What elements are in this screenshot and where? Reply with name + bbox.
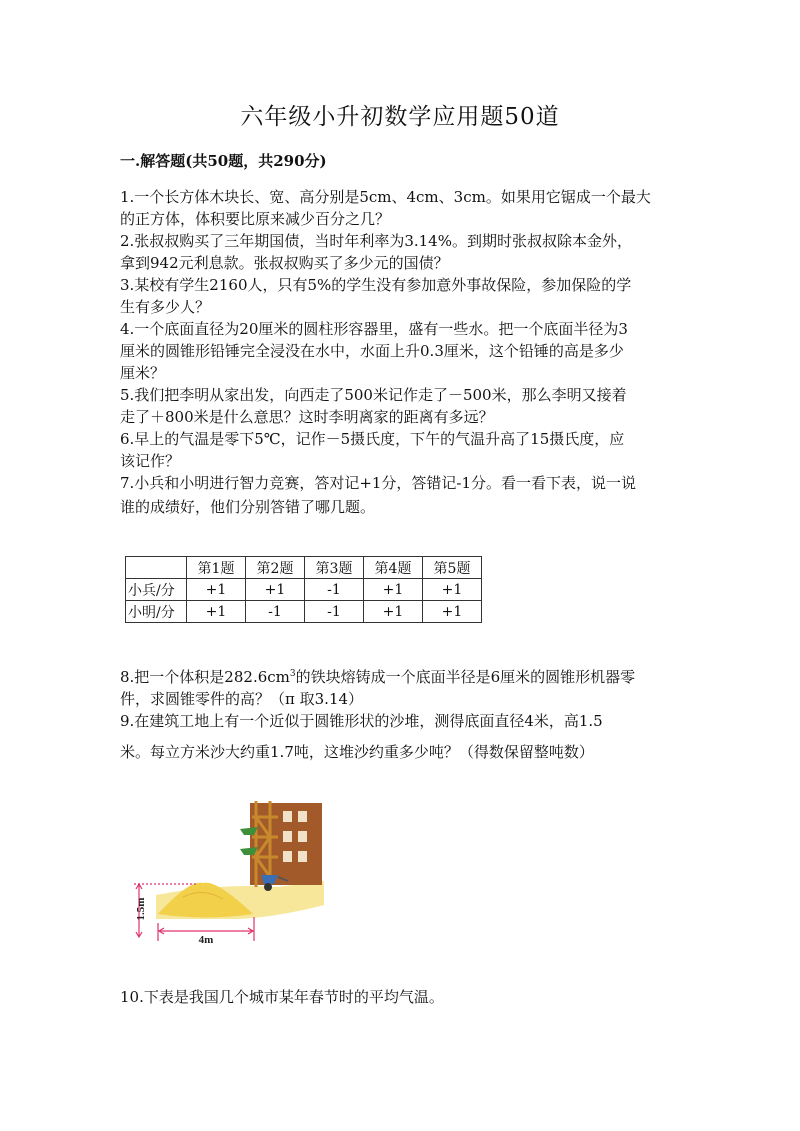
table-cell: +1 — [423, 601, 482, 623]
question-6-line-1: 6.早上的气温是零下5℃，记作－5摄氏度，下午的气温升高了15摄氏度，应 — [120, 430, 625, 448]
table-cell: +1 — [187, 579, 246, 601]
table-header-cell: 第1题 — [187, 557, 246, 579]
question-7-line-2: 谁的成绩好，他们分别答错了哪几题。 — [120, 498, 376, 516]
question-7-line-1: 7.小兵和小明进行智力竞赛，答对记+1分，答错记-1分。看一看下表，说一说 — [120, 474, 637, 492]
question-8-line-2: 件，求圆锥零件的高？（π 取3.14） — [120, 690, 364, 708]
question-1-line-2: 的正方体，体积要比原来减少百分之几？ — [120, 210, 391, 228]
height-label: 1.5m — [135, 897, 147, 921]
section-heading: 一.解答题(共50题，共290分) — [120, 152, 327, 170]
question-3-line-1: 3.某校有学生2160人，只有5%的学生没有参加意外事故保险，参加保险的学 — [120, 276, 632, 294]
table-cell: 小明/分 — [126, 601, 187, 623]
question-10 — [120, 986, 680, 1008]
question-2-line-1: 2.张叔叔购买了三年期国债，当时年利率为3.14%。到期时张叔叔除本金外， — [120, 232, 632, 250]
table-header-cell: 第3题 — [305, 557, 364, 579]
table-cell: +1 — [364, 601, 423, 623]
table-header-cell: 第4题 — [364, 557, 423, 579]
table-row — [126, 579, 482, 601]
question-7-continued — [120, 496, 680, 518]
table-row — [126, 601, 482, 623]
question-5-line-2: 走了＋800米是什么意思？这时李明离家的距离有多远？ — [120, 408, 494, 426]
table-header-cell: 第5题 — [423, 557, 482, 579]
table-cell: +1 — [364, 579, 423, 601]
question-9-line-1: 9.在建筑工地上有一个近似于圆锥形状的沙堆，测得底面直径4米，高1.5 — [120, 712, 603, 730]
table-cell: -1 — [305, 601, 364, 623]
table-header-cell — [126, 557, 187, 579]
table-cell: 小兵/分 — [126, 579, 187, 601]
score-table — [125, 556, 482, 623]
question-4-line-1: 4.一个底面直径为20厘米的圆柱形容器里，盛有一些水。把一个底面半径为3 — [120, 320, 628, 338]
table-header-row — [126, 557, 482, 579]
question-10-line-1: 10.下表是我国几个城市某年春节时的平均气温。 — [120, 988, 444, 1006]
question-9-line-2: 米。每立方米沙大约重1.7吨，这堆沙约重多少吨？（得数保留整吨数） — [120, 743, 594, 761]
question-1-line-1: 1.一个长方体木块长、宽、高分别是5cm、4cm、3cm。如果用它锯成一个最大 — [120, 188, 651, 206]
table-header-cell: 第2题 — [246, 557, 305, 579]
page-title: 六年级小升初数学应用题50道 — [240, 104, 560, 130]
question-8-text-a: 8.把一个体积是282.6cm — [120, 668, 290, 686]
question-5-line-1: 5.我们把李明从家出发，向西走了500米记作走了－500米，那么李明又接着 — [120, 386, 627, 404]
question-8-superscript: 3 — [289, 669, 296, 679]
table-cell: +1 — [246, 579, 305, 601]
table-cell: -1 — [305, 579, 364, 601]
table-cell: -1 — [246, 601, 305, 623]
width-label: 4m — [198, 934, 214, 946]
question-4-line-3: 厘米？ — [120, 364, 166, 382]
question-3-line-2: 生有多少人？ — [120, 298, 211, 316]
question-8-text-b: 的铁块熔铸成一个底面半径是6厘米的圆锥形机器零 — [295, 668, 636, 686]
sand-pile-illustration — [128, 797, 328, 947]
question-8-line-1 — [120, 663, 680, 688]
questions-1-6 — [120, 186, 680, 494]
question-9-continued — [120, 741, 680, 763]
question-2-line-2: 拿到942元利息款。张叔叔购买了多少元的国债？ — [120, 254, 449, 272]
table-cell: +1 — [423, 579, 482, 601]
question-6-line-2: 该记作？ — [120, 452, 181, 470]
question-4-line-2: 厘米的圆锥形铅锤完全浸没在水中，水面上升0.3厘米，这个铅锤的高是多少 — [120, 342, 624, 360]
questions-8-9 — [120, 663, 680, 732]
table-cell: +1 — [187, 601, 246, 623]
